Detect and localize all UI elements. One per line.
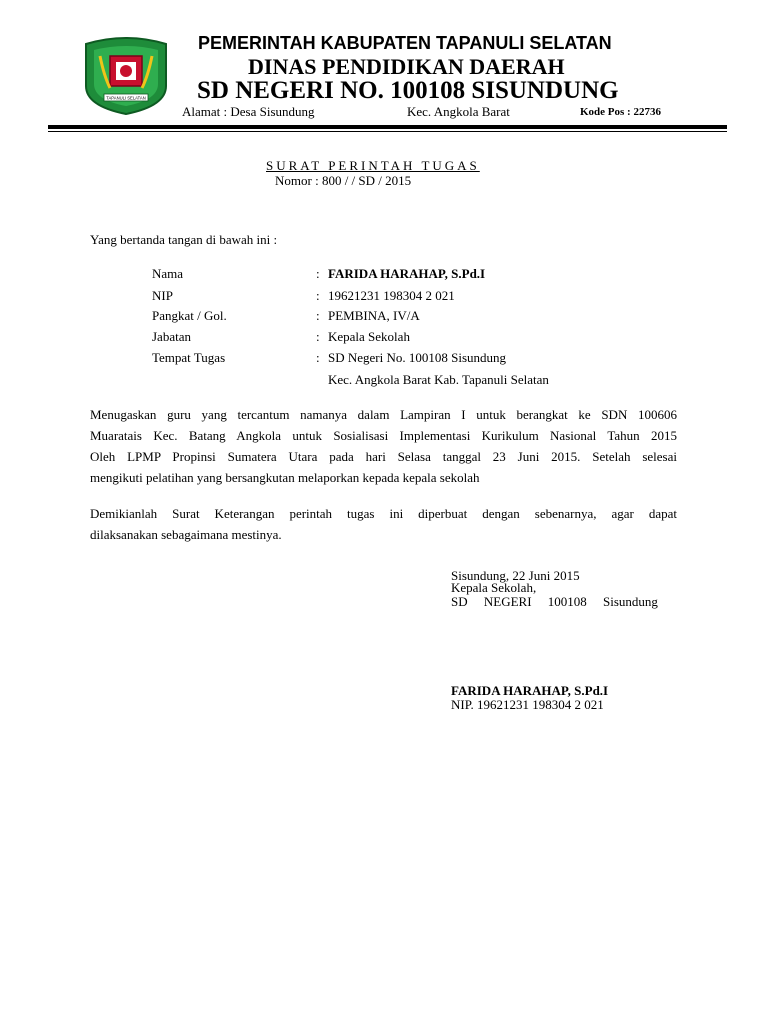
paragraph-line: dilaksanakan sebagaimana mestinya. bbox=[90, 527, 282, 542]
header-address: Alamat : Desa Sisundung bbox=[182, 104, 315, 119]
field-colon: : bbox=[316, 350, 320, 365]
header-divider-thin bbox=[48, 131, 727, 132]
signature-school: SD NEGERI 100108 Sisundung bbox=[451, 594, 658, 609]
field-value-name: FARIDA HARAHAP, S.Pd.I bbox=[328, 266, 486, 281]
field-label-position: Jabatan bbox=[152, 329, 191, 344]
letter-number: Nomor : 800 / / SD / 2015 bbox=[275, 173, 412, 188]
field-colon: : bbox=[316, 288, 320, 303]
field-value-location: SD Negeri No. 100108 Sisundung bbox=[328, 350, 507, 365]
header-postal-code: Kode Pos : 22736 bbox=[580, 106, 661, 118]
field-colon: : bbox=[316, 329, 320, 344]
header-divider-thick bbox=[48, 125, 727, 129]
assignment-paragraph bbox=[90, 404, 677, 488]
field-value-position: Kepala Sekolah bbox=[328, 329, 410, 344]
field-value-nip: 19621231 198304 2 021 bbox=[328, 288, 455, 303]
signature-name: FARIDA HARAHAP, S.Pd.I bbox=[451, 683, 609, 698]
signature-place-date: Sisundung, 22 Juni 2015 bbox=[451, 568, 580, 583]
field-value-location-continued: Kec. Angkola Barat Kab. Tapanuli Selatan bbox=[328, 372, 549, 387]
field-colon: : bbox=[316, 308, 320, 323]
header-government: PEMERINTAH KABUPATEN TAPANULI SELATAN bbox=[198, 33, 612, 53]
signature-nip: NIP. 19621231 198304 2 021 bbox=[451, 697, 604, 712]
paragraph-line: Demikianlah Surat Keterangan perintah tugas ini diperbuat dengan sebenarnya, agar dapat bbox=[90, 506, 677, 521]
field-label-nip: NIP bbox=[152, 288, 173, 303]
paragraph-line: mengikuti pelatihan yang bersangkutan melaporkan kepada kepala sekolah bbox=[90, 470, 480, 485]
letter-title: SURAT PERINTAH TUGAS bbox=[266, 158, 480, 173]
field-label-rank: Pangkat / Gol. bbox=[152, 308, 227, 323]
field-label-location: Tempat Tugas bbox=[152, 350, 226, 365]
header-district: Kec. Angkola Barat bbox=[407, 104, 510, 119]
logo-text: TAPANULI SELATAN bbox=[106, 95, 146, 101]
field-colon: : bbox=[316, 266, 320, 281]
header-school-name: SD NEGERI NO. 100108 SISUNDUNG bbox=[197, 77, 619, 104]
signature-position: Kepala Sekolah, bbox=[451, 580, 537, 595]
paragraph-line: Oleh LPMP Propinsi Sumatera Utara pada hari Selasa tanggal 23 Juni 2015. Setelah selesai bbox=[90, 449, 677, 464]
government-logo-emblem bbox=[80, 36, 172, 116]
field-value-rank: PEMBINA, IV/A bbox=[328, 308, 420, 323]
intro-text: Yang bertanda tangan di bawah ini : bbox=[90, 232, 278, 247]
header-department: DINAS PENDIDIKAN DAERAH bbox=[248, 54, 565, 79]
field-label-name: Nama bbox=[152, 266, 184, 281]
paragraph-line: Muaratais Kec. Batang Angkola untuk Sosialisasi Implementasi Kurikulum Nasional Tahun 2015 bbox=[90, 428, 677, 443]
closing-paragraph bbox=[90, 503, 677, 545]
paragraph-line: Menugaskan guru yang tercantum namanya dalam Lampiran I untuk berangkat ke SDN 100606 bbox=[90, 407, 677, 422]
